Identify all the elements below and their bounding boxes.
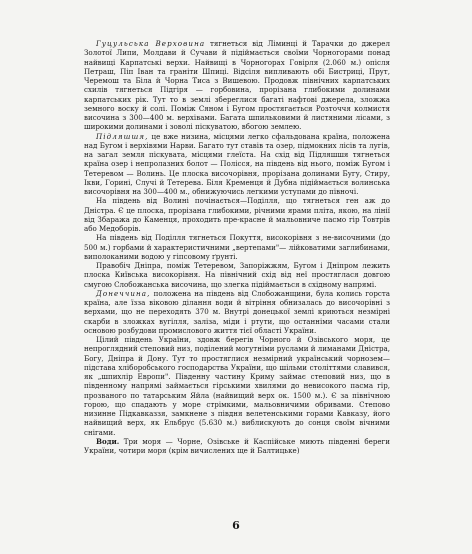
paragraph-2-text: це вже низина, місцями легко сфальдована країна, положена над Бугом і верхівями Нарви. Багато тут ставів та озер, підмокних лісів та лугів, на загал земля піскувата, місцями глеїста. На схід від Підляшшя тягнеться країна озер і непролазних болот — Полісся, на південь від нього, поміж Бугом і Тетеревом — Волинь. Це плоска височорівня, прорізана долинами Бугу, Стиру, Ікви, Горині, Случі й Тетерева. Біля Кременця й Дубна підіймається волинська височорівня на 300—400 м., обнижуючись легкими уступами до півночі.: [84, 131, 390, 196]
paragraph-3: [84, 196, 390, 233]
paragraph-1-text: тягнеться від Ліминці й Тарачки до джерел Золотої Липи, Молдави й Сучави й підіймається своїми Чорногорами понад найвищі Карпатські верхи. Найвищі в Чорногорах Говірля (2.060 м.) опісля Петраш, Піп Іван та граніти Шпиці. Відсіля випливають обі Бистриці, Прут, Черемош та Біла й Чорна Тиса з Вишевою. Продовж північних карпатських схилів тягнеться Підгіря — горбовина, прорізана глибокими долинами карпатських рік. Тут то в землі збереглися багаті нафтові джерела, зложжа земного воску й солі. Поміж Сяном і Бугом простягається Розточчя колмистя височина з 300—400 м. верхівами. Багата шпильковими й листяними лісами, з широкими долинами і зоволі піскуватою, вбогою землею.: [84, 39, 390, 132]
paragraph-6: [84, 289, 390, 335]
paragraph-6-text: положена на південь від Слобожанщини, була колись горста країна, але їзза віковою ділання води й вітріння обнизалась до височорівні з верхами, що не переходять 370 м. Внутрі донецької землі криються незмірні скарби в зложках вугілля, заліза, міди і ртути, що останніми часами стали основою розбудови промислового життя тієї області України.: [84, 288, 390, 335]
paragraph-7: [84, 335, 390, 437]
paragraph-5: [84, 261, 390, 289]
paragraph-6-lead: Донеччина,: [96, 288, 151, 298]
body-text: [84, 39, 390, 455]
paragraph-3-text: На південь від Волині почінається—Поділля, що тягнеться ген аж до Дністра. Є це плоска, прорізана глибокими, річними ярами пліта, якою, на лінії від Збаража до Каменця, проходить пре-красне й мальовниче пасмо гір Товтрів або Медоборів.: [84, 196, 390, 233]
paragraph-1: [84, 39, 390, 132]
paragraph-8: [84, 437, 390, 456]
paragraph-2-lead: Підляшшя,: [96, 131, 149, 141]
paragraph-5-text: Правобіч Дніпра, поміж Тетеревом, Запоріжжям, Бугом і Дніпром лежить плоска Київська високорівня. На північний схід від неї простяглася довгою смугою Слобожанська височина, що злегка підіймається в східному напрямі.: [84, 261, 390, 289]
paragraph-2: [84, 132, 390, 197]
paragraph-1-lead: Гуцульська Верховина: [96, 39, 206, 48]
paragraph-4: [84, 233, 390, 261]
paragraph-4-text: На південь від Поділля тягнеться Покуття, високорівня з не-височними (до 500 м.) горбами й характеристичними „вертепами"— лійковатими заглибинами, виполоканими водою у гіпсовому ґрунті.: [84, 233, 390, 261]
page-number: 6: [232, 519, 240, 532]
paragraph-8-text: Три моря — Чорне, Озівське й Каспійське миють південні береги України, чотири моря (крім вичислених ще й Балтицьке): [84, 436, 390, 455]
paragraph-7-text: Цілий південь України, здовж берегів Чорного й Озівського моря, це непроглядний степовий низ, поділений могутніми руслами й лиманами Дністра, Богу, Дніпра й Дону. Тут то простяглися незмірний український чорнозем—підстава хліборобського господарства України, що шільми століттями славився, як „шпихлір Европи". Південну частину Криму займає степовий низ, що в південному напрямі займається гірськими хвилями до невисокого пасма гір, прозваного по татарським Яйла (найвищий верх ок. 1500 м.). Є за північною горою, що спадають у море стрімкими, мальовничими обривами. Степово низинне Підкавказзя, замкнене з півдня велетенськими горами Кавказу, його найвищий верх, як Ельбрус (5.630 м.) виблискують до сонця своїм вічними снігами.: [84, 335, 390, 437]
paragraph-8-lead: Води.: [96, 436, 120, 446]
